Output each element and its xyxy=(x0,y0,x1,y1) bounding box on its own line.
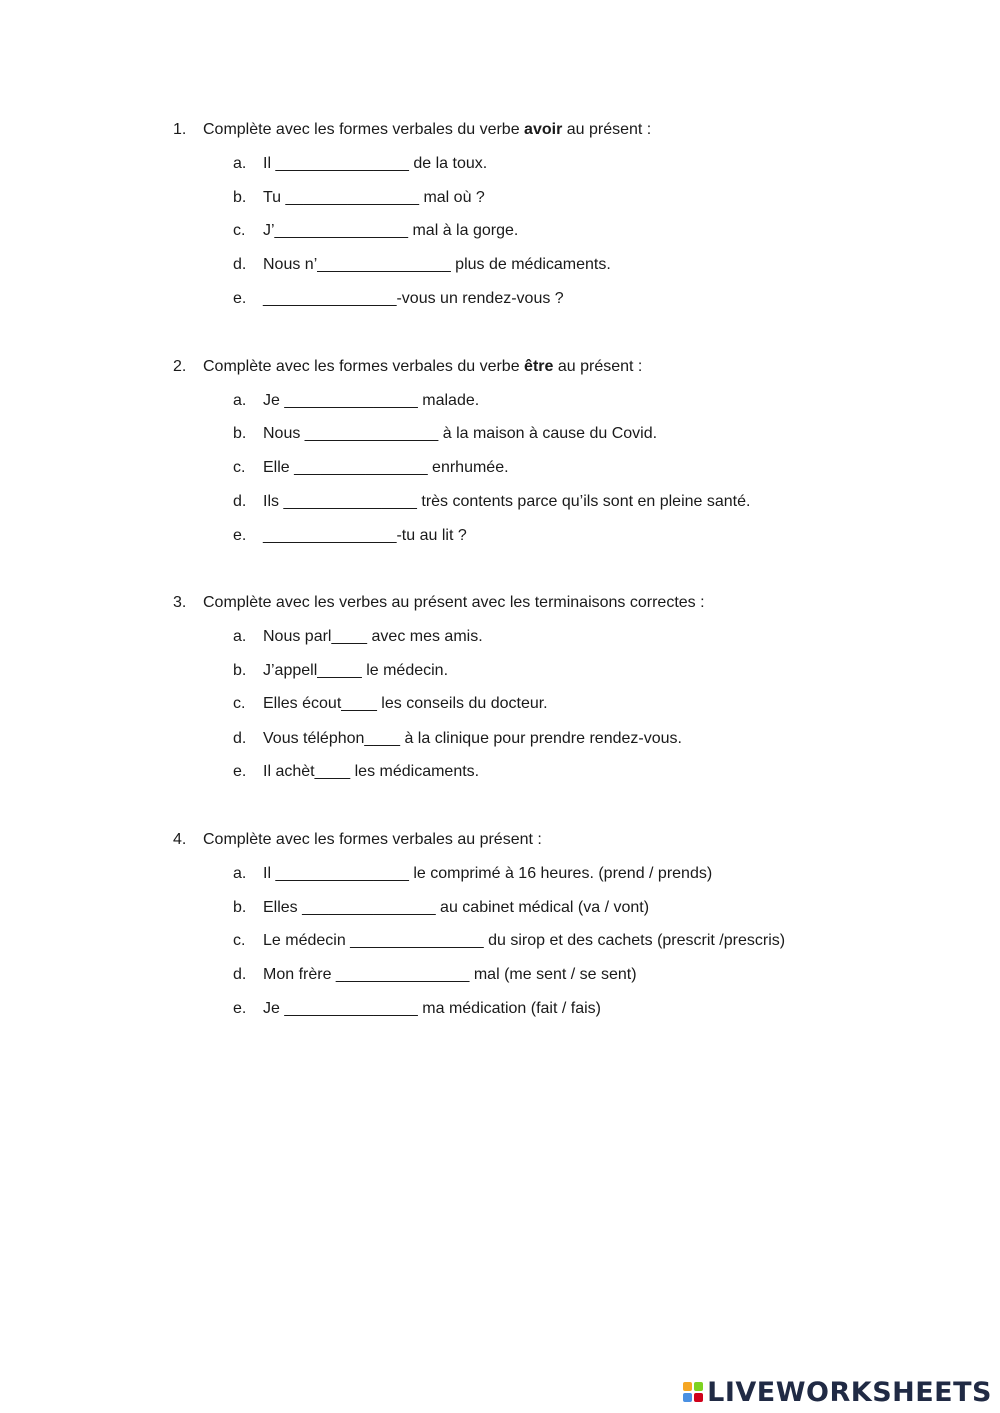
logo-square-icon xyxy=(694,1393,703,1402)
exercise-number: 4. xyxy=(173,831,187,848)
logo-brand-text: LIVEWORKSHEETS xyxy=(707,1376,992,1408)
liveworksheets-logo[interactable] xyxy=(683,1377,992,1407)
exercise-number: 2. xyxy=(173,358,187,375)
logo-square-icon xyxy=(694,1382,703,1391)
logo-grid-icon xyxy=(683,1382,703,1402)
logo-square-icon xyxy=(683,1382,692,1391)
logo-square-icon xyxy=(683,1393,692,1402)
instruction-verb: être xyxy=(524,358,554,375)
instruction-text: Complète avec les formes verbales du verbe avoir au présent : xyxy=(203,121,652,138)
instruction-verb: avoir xyxy=(524,121,563,138)
worksheet-page: 1. Complète avec les formes verbales du verbe avoir au présent : a. Il _______________ de la toux. b. Tu _______________ mal où ? c. J’_______________ mal à la gorge. d. Nous n’_______________ plus de médicaments. e. _______________-vous un rendez-vous ? 2. Complète avec les formes verbales du verbe être au présent : a. Je _______________ malade. b. Nous _______________ à la maison à cause du Covid. c. Elle _______________ enrhumée. d. Ils _______________ très contents parce qu’ils sont en pleine santé. e. _______________-tu au lit ? 3. Complète avec les verbes au présent avec les terminaisons correctes : a. Nous parl____ avec mes amis. b. J’appell_____ le médecin. c. Elles écout____ les conseils du docteur. d. Vous téléphon____ à la clinique pour prendre rendez-vous. e. Il achèt____ les médicaments. 4. Complète avec les formes verbales au présent : a. Il _______________ le comprimé à 16 heures. (prend / prends) b. Elles _______________ au cabinet médical (va / vont) c. Le médecin _______________ du sirop et des cachets (prescrit /prescris) d. Mon frère _______________ mal (me sent / se sent) e. Je _______________ ma médication (fait / fais) LIVEWORKSHEETS xyxy=(173,121,992,1408)
instruction-text: Complète avec les formes verbales au présent : xyxy=(203,831,542,848)
exercise-number: 3. xyxy=(173,594,187,611)
instruction-text: Complète avec les formes verbales du verbe être au présent : xyxy=(203,358,643,375)
instruction-text: Complète avec les verbes au présent avec les terminaisons correctes : xyxy=(203,594,705,611)
exercise-number: 1. xyxy=(173,121,187,138)
